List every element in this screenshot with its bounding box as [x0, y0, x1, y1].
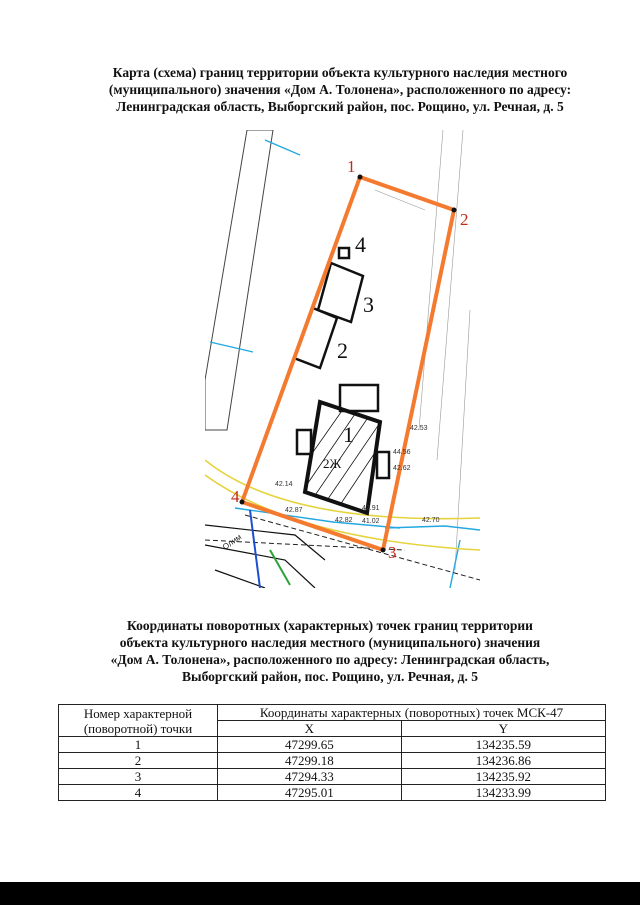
coordinates-title: [80, 617, 580, 685]
building-1-annex-right: [377, 452, 389, 478]
x-value: 47299.18: [218, 753, 402, 769]
coordinates-title-line-2: объекта культурного наследия местного (муниципального) значения: [119, 635, 541, 650]
point-number: 2: [59, 753, 218, 769]
building-4-label: 4: [355, 232, 366, 257]
building-1: [305, 402, 380, 513]
gas-pipe: [270, 550, 290, 585]
water-pipe: [250, 510, 260, 588]
elevation-label: 42.53: [410, 425, 428, 432]
x-column-header: X: [218, 721, 402, 737]
point-number: 4: [59, 785, 218, 801]
scan-bottom-border: [0, 882, 640, 905]
point-2-marker: [452, 208, 457, 213]
table-row: [59, 769, 606, 785]
elevation-label: 42.82: [335, 517, 353, 524]
utility-line-upper: [210, 342, 253, 352]
coordinates-table: [58, 704, 606, 801]
y-column-header: Y: [401, 721, 605, 737]
zone-label: 2Ж: [323, 456, 342, 471]
x-value: 47295.01: [218, 785, 402, 801]
elevation-label: 41.02: [362, 518, 380, 525]
coordinates-title-line-1: Координаты поворотных (характерных) точек границ территории: [127, 618, 533, 633]
map-title: [70, 64, 610, 115]
utility-line-right: [450, 540, 460, 588]
boundary-polygon: [242, 177, 454, 550]
point-3-label: 3: [388, 543, 397, 562]
coordinates-title-line-4: Выборгский район, пос. Рощино, ул. Речная, д. 5: [182, 669, 478, 684]
point-1-label: 1: [347, 157, 356, 176]
coordinates-header: Координаты характерных (поворотных) точек МСК-47: [218, 705, 606, 721]
building-1-annex-left: [297, 430, 311, 454]
elevation-label: 42.91: [362, 505, 380, 512]
point-number: 3: [59, 769, 218, 785]
point-4-label: 4: [231, 487, 240, 506]
building-1-porch: [340, 385, 378, 411]
y-value: 134236.86: [401, 753, 605, 769]
map-title-line-1: Карта (схема) границ территории объекта культурного наследия местного: [112, 65, 568, 80]
point-3-marker: [381, 548, 386, 553]
x-value: 47299.65: [218, 737, 402, 753]
x-value: 47294.33: [218, 769, 402, 785]
point-2-label: 2: [460, 210, 469, 229]
y-value: 134235.92: [401, 769, 605, 785]
elevation-label: 42.70: [422, 517, 440, 524]
table-row: [59, 753, 606, 769]
table-row: [59, 737, 606, 753]
map-title-line-3: Ленинградская область, Выборгский район, пос. Рощино, ул. Речная, д. 5: [116, 99, 564, 114]
neighbour-parcel: [205, 130, 273, 430]
building-2-label: 2: [337, 338, 348, 363]
building-1-label: 1: [343, 422, 354, 447]
point-number-header: Номер характерной (поворотной) точки: [59, 705, 218, 737]
boundary-map: [205, 130, 480, 588]
point-1-marker: [358, 175, 363, 180]
building-3-label: 3: [363, 292, 374, 317]
building-4: [339, 248, 349, 258]
map-title-line-2: (муниципального) значения «Дом А. Толонена», расположенного по адресу:: [108, 82, 572, 97]
elevation-label: 44.56: [393, 449, 411, 456]
elevation-label: 42.62: [393, 465, 411, 472]
elevation-label: 42.87: [285, 507, 303, 514]
road-label: Олим: [220, 532, 244, 552]
elevation-label: 42.14: [275, 481, 293, 488]
table-row: [59, 785, 606, 801]
point-number: 1: [59, 737, 218, 753]
coordinates-title-line-3: «Дом А. Толонена», расположенного по адресу: Ленинградская область,: [110, 652, 550, 667]
y-value: 134235.59: [401, 737, 605, 753]
point-4-marker: [240, 500, 245, 505]
y-value: 134233.99: [401, 785, 605, 801]
